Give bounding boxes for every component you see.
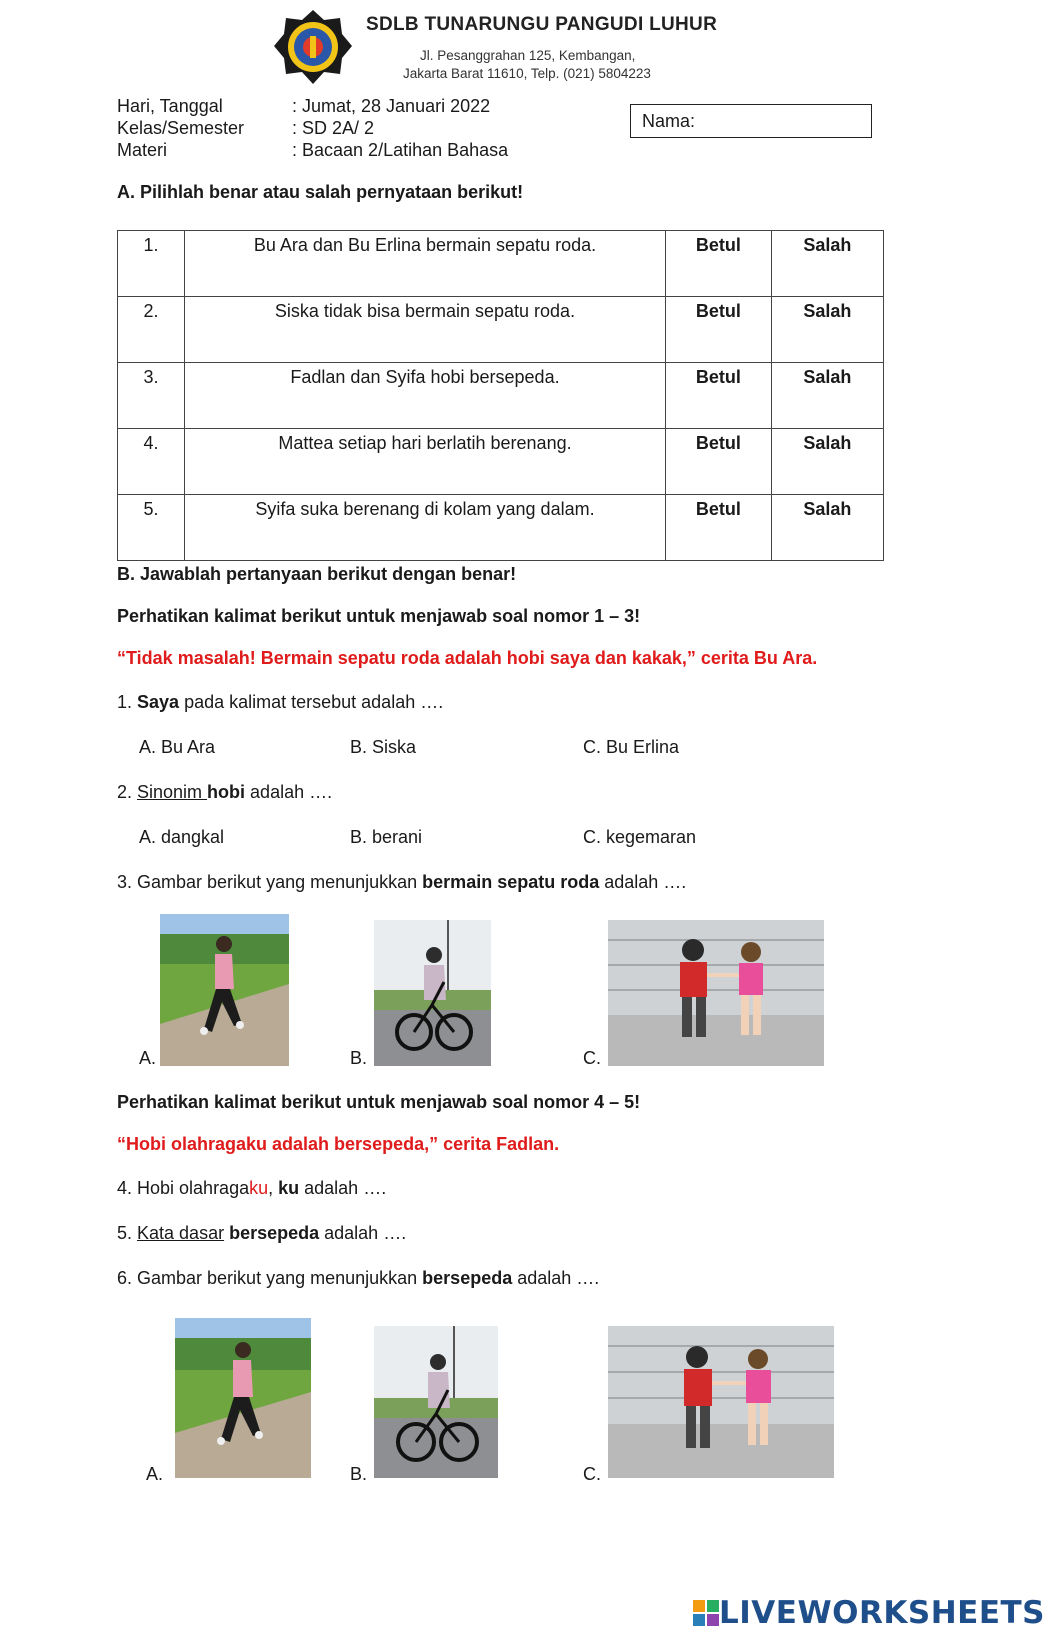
school-address-line2: Jakarta Barat 11610, Telp. (021) 5804223 — [403, 66, 651, 81]
name-field[interactable] — [630, 104, 872, 138]
statement: Fadlan dan Syifa hobi bersepeda. — [185, 363, 666, 429]
row-number: 3. — [118, 363, 185, 429]
image-label-c[interactable]: C. — [583, 1464, 601, 1484]
question-4 — [117, 1178, 386, 1199]
cycling-woman-photo[interactable] — [374, 920, 491, 1066]
question-number: 5. — [117, 1223, 138, 1243]
question-6 — [117, 1268, 599, 1289]
true-option[interactable]: Betul — [666, 297, 772, 363]
info-label: Materi — [117, 140, 168, 160]
question-number: 1. — [117, 692, 138, 712]
question-text: adalah …. — [599, 872, 687, 892]
option-a[interactable]: A. Bu Ara — [139, 737, 216, 757]
question-number: 3. — [117, 872, 138, 892]
option-b[interactable]: B. berani — [350, 827, 423, 847]
table-row — [118, 495, 884, 561]
info-value: : Jumat, 28 Januari 2022 — [292, 96, 491, 116]
row-number: 2. — [118, 297, 185, 363]
image-label-a[interactable]: A. — [139, 1048, 157, 1068]
question-text: pada kalimat tersebut adalah …. — [179, 692, 444, 712]
table-row — [118, 297, 884, 363]
info-label: Hari, Tanggal — [117, 96, 223, 116]
info-row-class — [117, 117, 508, 139]
image-label-b[interactable]: B. — [350, 1048, 368, 1068]
option-c[interactable]: C. kegemaran — [583, 827, 697, 847]
rollerskating-kids-photo[interactable] — [608, 1326, 834, 1478]
section-b-heading: B. Jawablah pertanyaan berikut dengan benar! — [117, 564, 517, 584]
header-info — [117, 95, 508, 161]
table-row — [118, 363, 884, 429]
question-number: 2. — [117, 782, 138, 802]
question-text: Gambar berikut yang menunjukkan — [137, 1268, 423, 1288]
liveworksheets-icon — [693, 1600, 719, 1626]
liveworksheets-logo[interactable] — [693, 1595, 1045, 1631]
keyword: bersepeda — [229, 1223, 320, 1243]
question-3 — [117, 872, 686, 893]
true-option[interactable]: Betul — [666, 495, 772, 561]
info-value: : SD 2A/ 2 — [292, 118, 375, 138]
school-logo — [272, 8, 354, 86]
running-woman-photo[interactable] — [160, 914, 289, 1066]
image-label-a[interactable]: A. — [146, 1464, 164, 1484]
keyword: hobi — [207, 782, 246, 802]
quote-2: “Hobi olahragaku adalah bersepeda,” cerita Fadlan. — [117, 1134, 560, 1154]
info-row-subject — [117, 139, 508, 161]
option-b[interactable]: B. Siska — [350, 737, 417, 757]
name-label: Nama: — [642, 111, 696, 131]
quote-1: “Tidak masalah! Bermain sepatu roda adalah hobi saya dan kakak,” cerita Bu Ara. — [117, 648, 818, 668]
underlined-term: Sinonim — [137, 782, 208, 802]
keyword: Saya — [137, 692, 180, 712]
table-row — [118, 231, 884, 297]
image-label-b[interactable]: B. — [350, 1464, 368, 1484]
rollerskating-kids-photo[interactable] — [608, 920, 824, 1066]
row-number: 5. — [118, 495, 185, 561]
question-text: Hobi olahraga — [137, 1178, 250, 1198]
question-text: adalah …. — [299, 1178, 387, 1198]
info-label: Kelas/Semester — [117, 118, 245, 138]
option-a[interactable]: A. dangkal — [139, 827, 225, 847]
keyword: bersepeda — [422, 1268, 513, 1288]
keyword: ku — [278, 1178, 300, 1198]
false-option[interactable]: Salah — [771, 297, 883, 363]
running-woman-photo[interactable] — [175, 1318, 311, 1478]
row-number: 1. — [118, 231, 185, 297]
table-row — [118, 429, 884, 495]
section-a-heading: A. Pilihlah benar atau salah pernyataan berikut! — [117, 182, 524, 202]
question-1 — [117, 692, 443, 713]
statement: Siska tidak bisa bermain sepatu roda. — [185, 297, 666, 363]
question-text: adalah …. — [512, 1268, 600, 1288]
false-option[interactable]: Salah — [771, 429, 883, 495]
question-number: 6. — [117, 1268, 138, 1288]
question-text: adalah …. — [245, 782, 333, 802]
instruction-1: Perhatikan kalimat berikut untuk menjawab soal nomor 1 – 3! — [117, 606, 641, 626]
question-number: 4. — [117, 1178, 138, 1198]
brand-name: LIVEWORKSHEETS — [719, 1595, 1045, 1631]
true-option[interactable]: Betul — [666, 231, 772, 297]
school-name: SDLB TUNARUNGU PANGUDI LUHUR — [366, 14, 718, 35]
true-false-table — [117, 230, 884, 561]
question-text: adalah …. — [319, 1223, 407, 1243]
option-c[interactable]: C. Bu Erlina — [583, 737, 680, 757]
false-option[interactable]: Salah — [771, 363, 883, 429]
false-option[interactable]: Salah — [771, 495, 883, 561]
true-option[interactable]: Betul — [666, 429, 772, 495]
question-2 — [117, 782, 332, 803]
comma: , — [268, 1178, 279, 1198]
statement: Mattea setiap hari berlatih berenang. — [185, 429, 666, 495]
true-option[interactable]: Betul — [666, 363, 772, 429]
info-value: : Bacaan 2/Latihan Bahasa — [292, 140, 509, 160]
statement: Bu Ara dan Bu Erlina bermain sepatu roda. — [185, 231, 666, 297]
false-option[interactable]: Salah — [771, 231, 883, 297]
info-row-date — [117, 95, 508, 117]
row-number: 4. — [118, 429, 185, 495]
keyword: bermain sepatu roda — [422, 872, 600, 892]
instruction-2: Perhatikan kalimat berikut untuk menjawab soal nomor 4 – 5! — [117, 1092, 641, 1112]
underlined-term: Kata dasar — [137, 1223, 225, 1243]
statement: Syifa suka berenang di kolam yang dalam. — [185, 495, 666, 561]
question-5 — [117, 1223, 406, 1244]
image-label-c[interactable]: C. — [583, 1048, 601, 1068]
cycling-woman-photo[interactable] — [374, 1326, 498, 1478]
highlighted-suffix: ku — [249, 1178, 269, 1198]
school-address-line1: Jl. Pesanggrahan 125, Kembangan, — [420, 48, 636, 63]
question-text: Gambar berikut yang menunjukkan — [137, 872, 423, 892]
